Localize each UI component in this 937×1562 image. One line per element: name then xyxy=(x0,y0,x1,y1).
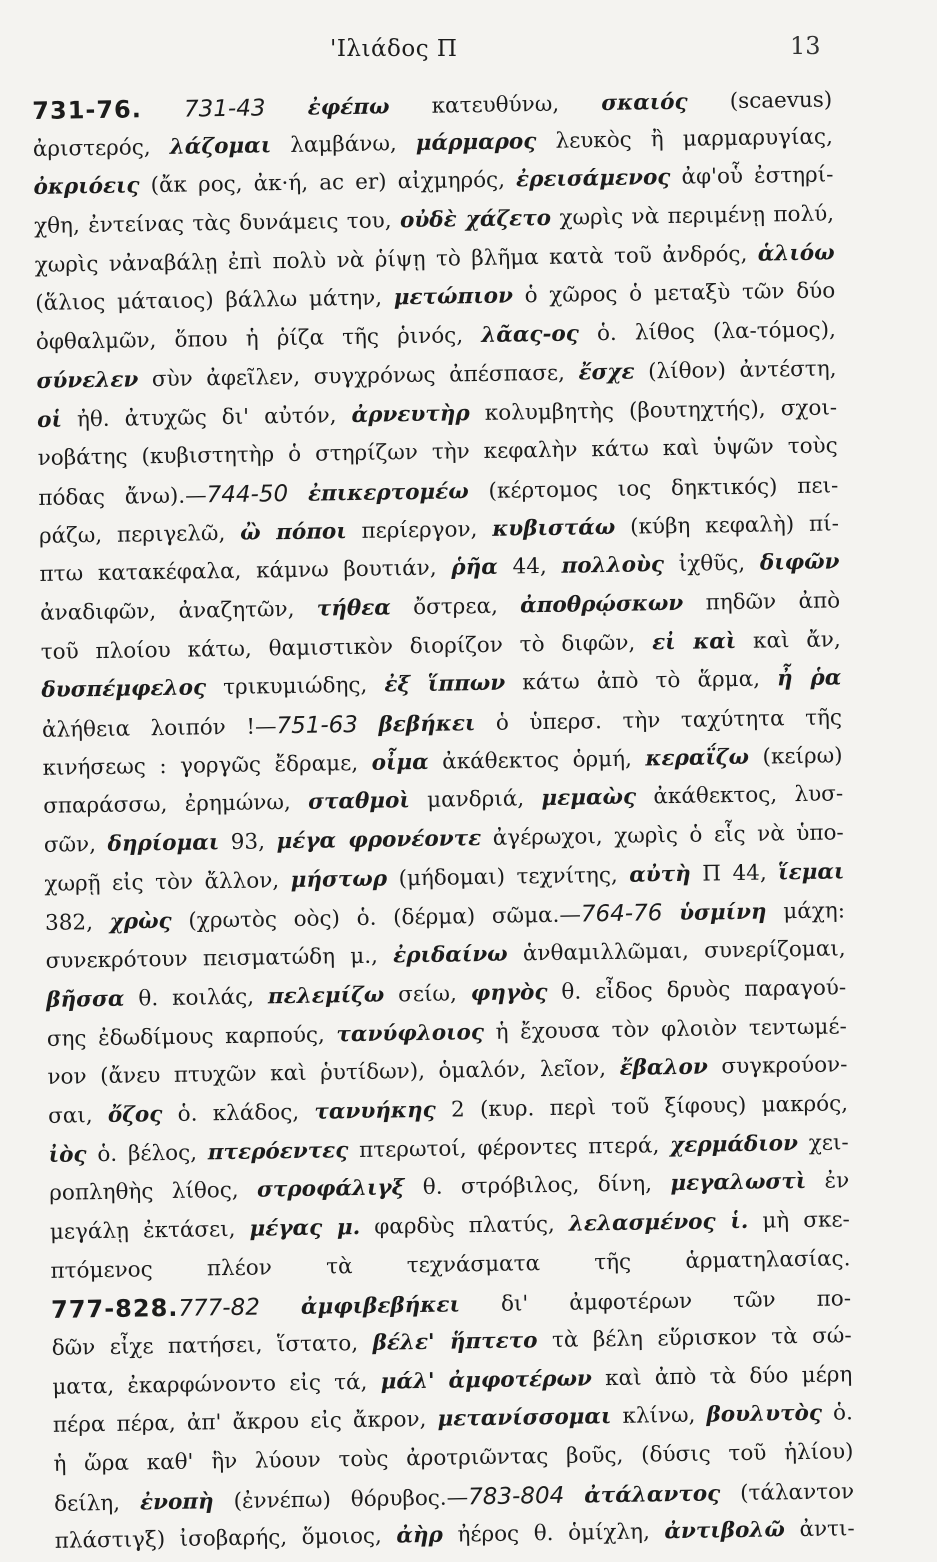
lemma: σύνελεν xyxy=(36,367,139,394)
gloss-text: φαρδὺς πλατύς, xyxy=(359,1211,570,1240)
gloss-text xyxy=(662,901,679,926)
lemma: ἀὴρ xyxy=(396,1523,444,1549)
gloss-text: περίεργον, xyxy=(346,516,493,544)
gloss-text: (scaevus) xyxy=(687,87,833,115)
gloss-text: ὁ ὑπερσ. τὴν ταχύτητα τῆς xyxy=(475,705,843,737)
gloss-text: σπαράσσω, ἐρημώνω, xyxy=(43,790,309,820)
lemma: μήστωρ xyxy=(290,866,388,893)
verse-reference: 731-76. xyxy=(32,95,143,125)
lemma: τανυήκης xyxy=(314,1097,436,1125)
gloss-text: τοῦ πλοίου κάτω, θαμιστικὸν διορίζον τὸ διφῶν, xyxy=(40,629,653,665)
gloss-text: κολυμβητὴς (βουτηχτής), σχοι- xyxy=(469,394,838,426)
gloss-text: πέρα πέρα, ἀπ' ἄκρου εἰς ἄκρον, xyxy=(52,1407,438,1439)
lemma: μετώπιον xyxy=(393,283,514,311)
gloss-text: πλάστιγξ) ἰσοβαρής, ὅμοιος, xyxy=(54,1523,397,1555)
gloss-text: ἀκάθεκτος ὁρμή, xyxy=(428,746,646,775)
gloss-text: (κείρω) xyxy=(748,743,843,770)
lemma: στροφάλιγξ xyxy=(256,1175,405,1203)
gloss-text: ἁνθαμιλλῶμαι, συνερίζομαι, xyxy=(507,936,846,967)
lemma: ἐξ ἵππων xyxy=(384,670,506,698)
lemma: κυβιστάω xyxy=(492,514,616,542)
lemma: χερμάδιον xyxy=(669,1130,799,1158)
verse-reference: 764-76 xyxy=(580,900,663,928)
gloss-text: κλίνω, xyxy=(611,1402,707,1430)
gloss-text: (μήδομαι) τεχνίτης, xyxy=(386,862,630,892)
gloss-text: (λίθον) ἀντέστη, xyxy=(634,356,837,385)
gloss-text: ροπληθὴς λίθος, xyxy=(49,1177,258,1207)
lemma: ἀμφιβεβήκει xyxy=(300,1292,461,1321)
gloss-text: (ἅλιος μάταιος) βάλλω μάτην, xyxy=(35,285,394,317)
gloss-text xyxy=(260,1295,301,1321)
lemma: φηγὸς xyxy=(470,979,548,1007)
gloss-text: καὶ ἄν, xyxy=(735,626,841,654)
gloss-text: ἀναδιφῶν, ἀναζητῶν, xyxy=(39,596,317,626)
lemma: ἀποθρῴσκων xyxy=(519,590,684,619)
gloss-text: ἠέρος θ. ὁμίχλη, xyxy=(442,1519,665,1549)
lemma: ἰὸς xyxy=(48,1141,87,1168)
gloss-text: σείω, xyxy=(384,981,471,1008)
lemma: ἁλιόω xyxy=(757,240,835,267)
lemma: ἵεμαι xyxy=(778,859,845,886)
gloss-text: 44, xyxy=(497,553,562,580)
gloss-text: μανδριά, xyxy=(409,786,542,814)
gloss-text: χωρὶς νἀναβάλῃ ἐπὶ πολὺ νὰ ῥίψῃ τὸ βλῆμα κατὰ τοῦ ἀνδρός, xyxy=(34,241,758,278)
lemma: διφῶν xyxy=(759,549,840,576)
gloss-text: ἀριστερός, xyxy=(32,134,170,162)
gloss-text: πτόμενος πλέον τὰ τεχνάσματα τῆς ἁρματηλασίας. xyxy=(50,1245,851,1284)
gloss-text: ἰχθῦς, xyxy=(663,550,761,578)
lemma: δυσπέμφελος xyxy=(41,675,207,704)
gloss-text: (τάλαντον xyxy=(719,1479,855,1507)
gloss-text: τρικυμιώδης, xyxy=(205,672,385,701)
gloss-text: (χρωτὸς οὸς) ὁ. (δέρμα) σῶμα.— xyxy=(171,902,582,935)
lemma: λᾶας-ος xyxy=(481,321,580,349)
gloss-text: κάτω ἀπὸ τὸ ἅρμα, xyxy=(505,666,778,696)
gloss-text: ἠθ. ἀτυχῶς δι' αὐτόν, xyxy=(61,402,352,433)
gloss-text: 382, xyxy=(44,910,110,937)
gloss-text: καὶ ἀπὸ τὰ δύο μέρη xyxy=(591,1361,853,1392)
running-title: 'Ιλιάδος Π xyxy=(330,36,458,62)
lemma: σκαιός xyxy=(601,89,688,117)
lemma: ἐπικερτομέω xyxy=(307,479,469,507)
gloss-text: δι' ἀμφοτέρων τῶν πο- xyxy=(459,1286,852,1318)
lemma: ἐφέπω xyxy=(307,94,390,121)
verse-reference: 744-50 xyxy=(206,480,289,509)
gloss-text xyxy=(358,713,379,738)
gloss-text: τὰ βέλη εὕρισκον τὰ σώ- xyxy=(537,1323,852,1354)
lemma: δηρίομαι xyxy=(107,830,220,857)
page-header xyxy=(0,30,937,70)
gloss-text: ἀφ'οὗ ἐστηρί- xyxy=(670,162,834,191)
lemma: μετανίσσομαι xyxy=(437,1404,612,1433)
gloss-text: δῶν εἶχε πατήσει, ἵστατο, xyxy=(51,1330,373,1361)
verse-reference: 777-82 xyxy=(178,1294,261,1323)
lemma: οὐδὲ χάζετο xyxy=(399,205,552,234)
gloss-text: ματα, ἐκαρφώνοντο εἰς τά, xyxy=(52,1369,381,1400)
verse-reference: 783-804 xyxy=(467,1482,565,1511)
gloss-text: πτω κατακέφαλα, κάμνω βουτιάν, xyxy=(39,555,452,588)
lemma: βέλε' ἥπτετο xyxy=(372,1328,538,1356)
page-number: 13 xyxy=(790,32,821,60)
gloss-text: μεγάλῃ ἐκτάσει, xyxy=(49,1216,250,1245)
gloss-text: σὺν ἀφεῖλεν, συγχρόνως ἀπέσπασε, xyxy=(138,360,579,393)
lemma: ἐνοπὴ xyxy=(139,1489,214,1516)
lemma: μάρμαρος xyxy=(415,128,537,156)
lemma: τανύφλοιος xyxy=(336,1019,485,1047)
gloss-text: πόδας ἄνω).— xyxy=(38,483,207,511)
gloss-text: σης ἐδωδίμους καρπούς, xyxy=(46,1021,337,1052)
commentary-text xyxy=(32,79,855,1562)
lemma: ῥῆα xyxy=(451,554,498,581)
gloss-text: ἀντι- xyxy=(784,1516,855,1543)
lemma: μέγα φρονέοντε xyxy=(276,826,482,855)
gloss-text: χωρῇ εἰς τὸν ἄλλον, xyxy=(44,867,291,897)
gloss-text: θ. εἶδος δρυὸς παραγού- xyxy=(547,975,847,1005)
gloss-text: 93, xyxy=(219,829,277,856)
gloss-text: (ἐννέπω) θόρυβος.— xyxy=(213,1485,469,1515)
gloss-text: ράζω, περιγελῶ, xyxy=(38,520,241,549)
lemma: πολλοὺς xyxy=(561,552,665,579)
gloss-text: πηδῶν ἀπὸ xyxy=(683,588,841,616)
lemma: ἔβαλον xyxy=(619,1054,709,1082)
gloss-text: ὁ. βέλος, xyxy=(86,1139,209,1167)
gloss-text xyxy=(288,482,308,507)
gloss-text: κατευθύνω, xyxy=(389,91,602,120)
gloss-text: λαμβάνω, xyxy=(270,130,417,158)
gloss-text: λευκὸς ἢ μαρμαρυγίας, xyxy=(536,124,833,154)
gloss-text: δείλη, xyxy=(53,1490,141,1517)
gloss-text: (κέρτομος ιος δηκτικός) πει- xyxy=(468,473,839,505)
lemma: βῆσσα xyxy=(46,986,125,1013)
gloss-text: συνεκρότουν πεισματώδη μ., xyxy=(45,943,394,975)
lemma: κεραΐζω xyxy=(645,744,750,772)
gloss-text: κινήσεως : γοργῶς ἔδραμε, xyxy=(42,750,372,781)
gloss-text: ἡ ἔχουσα τὸν φλοιὸν τεντωμέ- xyxy=(483,1013,847,1045)
gloss-text xyxy=(142,98,185,124)
gloss-text: ὁ χῶρος ὁ μεταξὺ τῶν δύο xyxy=(512,278,836,309)
gloss-text: θ. στρόβιλος, δίνη, xyxy=(404,1171,671,1201)
lemma: λάζομαι xyxy=(169,132,272,160)
gloss-text: (κύβη κεφαλὴ) πί- xyxy=(615,510,840,540)
verse-reference: 751-63 xyxy=(276,711,359,740)
gloss-text xyxy=(265,96,308,122)
gloss-text: ἐν xyxy=(805,1168,850,1195)
gloss-text: σῶν, xyxy=(43,831,108,858)
lemma: πτερόεντες xyxy=(207,1137,349,1165)
gloss-text: μὴ σκε- xyxy=(748,1207,851,1234)
lemma: ἔσχε xyxy=(578,359,635,386)
gloss-text: Π 44, xyxy=(690,860,779,887)
lemma: ὄζος xyxy=(107,1101,163,1128)
gloss-text: ἡ ὥρα καθ' ἣν λύουν τοὺς ἀροτριῶντας βοῦς, (δύσις τοῦ ἡλίου) xyxy=(53,1439,854,1477)
gloss-text: νοβάτης (κυβιστητὴρ ὁ στηρίζων τὴν κεφαλὴν κάτω καὶ ὑψῶν τοὺς xyxy=(37,433,838,472)
gloss-text: πτερωτοί, φέροντες πτερά, xyxy=(348,1132,671,1163)
lemma: αὐτὴ xyxy=(629,861,691,888)
lemma: μεγαλωστὶ xyxy=(670,1169,807,1197)
gloss-text: 2 (κυρ. περὶ τοῦ ξίφους) μακρός, xyxy=(435,1091,849,1123)
gloss-text: ὁ. κλάδος, xyxy=(162,1099,315,1127)
lemma: ἀτάλαντος xyxy=(584,1481,721,1509)
gloss-text: ἀκάθεκτος, λυσ- xyxy=(635,781,844,810)
gloss-text: μάχη: xyxy=(766,898,846,925)
lemma: οἶμα xyxy=(371,749,429,776)
lemma: λελασμένος ἱ. xyxy=(568,1208,749,1237)
lemma: ἦ ῥα xyxy=(776,665,842,692)
lemma: χρὼς xyxy=(109,909,172,936)
lemma: οἱ xyxy=(36,407,63,433)
gloss-text: θ. κοιλάς, xyxy=(124,984,269,1012)
gloss-text: χωρὶς νὰ περιμένῃ πολύ, xyxy=(550,201,835,231)
gloss-text: σαι, xyxy=(47,1102,109,1129)
gloss-text xyxy=(564,1483,584,1508)
lemma: ἐριδαίνω xyxy=(393,941,508,969)
gloss-text: ἀλήθεια λοιπόν !— xyxy=(41,714,277,743)
gloss-text: ὁ. xyxy=(821,1400,854,1427)
verse-reference: 731-43 xyxy=(183,95,266,123)
lemma: ἐρεισάμενος xyxy=(515,165,671,193)
lemma: βουλυτὸς xyxy=(706,1401,823,1428)
lemma: ὑσμίνη xyxy=(678,900,767,927)
verse-reference: 777-828. xyxy=(50,1294,179,1325)
lemma: βεβήκει xyxy=(378,711,476,738)
lemma: πελεμίζω xyxy=(267,982,385,1010)
lemma: ὀκριόεις xyxy=(33,173,140,201)
gloss-text: ὀφθαλμῶν, ὅπου ἡ ῥίζα τῆς ῥινός, xyxy=(35,323,482,356)
gloss-text: ἀγέρωχοι, χωρὶς ὁ εἷς νὰ ὑπο- xyxy=(480,820,844,852)
gloss-text: ὄστρεα, xyxy=(390,593,521,621)
lemma: τήθεα xyxy=(316,595,392,622)
lemma: ἀρνευτὴρ xyxy=(351,400,470,428)
gloss-text: ὁ. λίθος (λα-τόμος), xyxy=(578,317,837,347)
lemma: μάλ' ἀμφοτέρων xyxy=(380,1366,593,1395)
gloss-text: (ἄκ ρος, ἀκ·ή, ac er) αἰχμηρός, xyxy=(139,167,517,199)
lemma: μέγας μ. xyxy=(249,1214,361,1242)
gloss-text: χει- xyxy=(797,1129,849,1156)
lemma: ἀντιβολῶ xyxy=(664,1517,786,1545)
gloss-text: συγκρούον- xyxy=(707,1052,848,1080)
gloss-text: νον (ἄνευ πτυχῶν καὶ ῥυτίδων), ὁμαλόν, λεῖον, xyxy=(47,1056,620,1091)
lemma: σταθμοὶ xyxy=(307,788,410,816)
lemma: ὢ πόποι xyxy=(239,518,347,546)
gloss-text: χθη, ἐντείνας τὰς δυνάμεις του, xyxy=(33,208,401,240)
lemma: εἰ καὶ xyxy=(651,628,737,655)
lemma: μεμαὼς xyxy=(541,784,637,812)
